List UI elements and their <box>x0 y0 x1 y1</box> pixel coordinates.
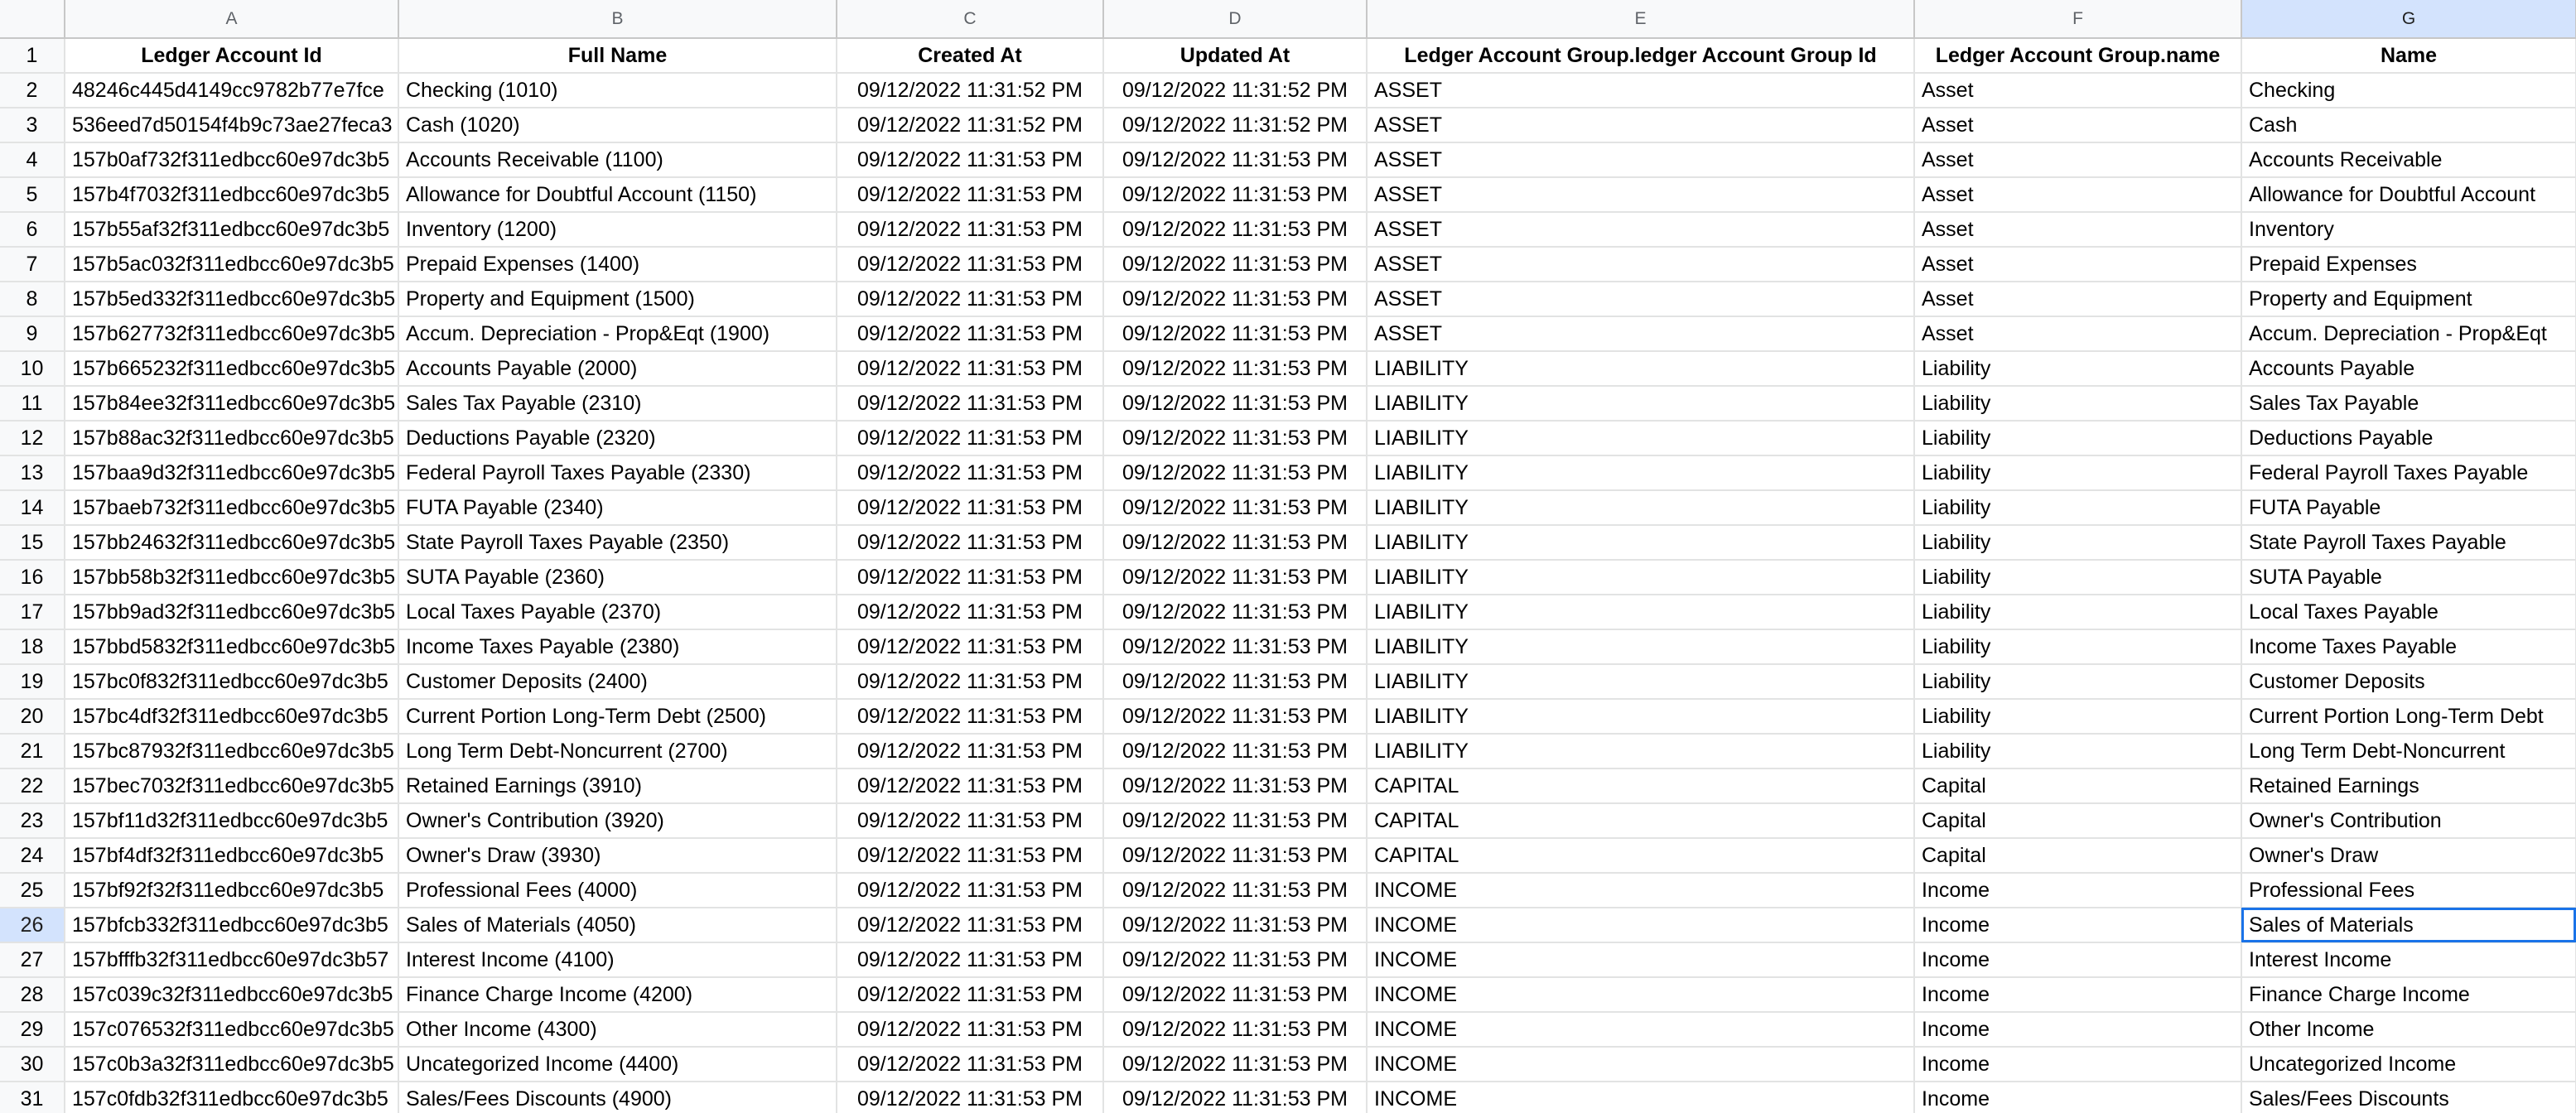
cell-group-id[interactable]: LIABILITY <box>1367 421 1914 455</box>
cell-ledger-account-id[interactable]: 157bc4df32f311edbcc60e97dc3b5 <box>65 699 398 734</box>
cell-full-name[interactable]: Other Income (4300) <box>398 1012 837 1047</box>
cell-full-name[interactable]: Interest Income (4100) <box>398 942 837 977</box>
cell-header-name[interactable]: Name <box>2241 38 2576 73</box>
cell-ledger-account-id[interactable]: 157b88ac32f311edbcc60e97dc3b5 <box>65 421 398 455</box>
cell-group-name[interactable]: Liability <box>1914 664 2241 699</box>
row-number[interactable]: 25 <box>0 873 65 908</box>
cell-full-name[interactable]: Owner's Contribution (3920) <box>398 803 837 838</box>
cell-name[interactable]: Interest Income <box>2241 942 2576 977</box>
cell-full-name[interactable]: Sales/Fees Discounts (4900) <box>398 1082 837 1113</box>
cell-ledger-account-id[interactable]: 157b4f7032f311edbcc60e97dc3b5 <box>65 177 398 212</box>
cell-group-name[interactable]: Asset <box>1914 247 2241 282</box>
cell-name[interactable]: Other Income <box>2241 1012 2576 1047</box>
cell-name[interactable]: Allowance for Doubtful Account <box>2241 177 2576 212</box>
cell-full-name[interactable]: Accounts Payable (2000) <box>398 351 837 386</box>
cell-updated-at[interactable]: 09/12/2022 11:31:53 PM <box>1103 490 1367 525</box>
row-number[interactable]: 14 <box>0 490 65 525</box>
cell-updated-at[interactable]: 09/12/2022 11:31:53 PM <box>1103 977 1367 1012</box>
cell-group-name[interactable]: Liability <box>1914 560 2241 595</box>
cell-updated-at[interactable]: 09/12/2022 11:31:53 PM <box>1103 525 1367 560</box>
cell-group-id[interactable]: INCOME <box>1367 873 1914 908</box>
cell-group-name[interactable]: Asset <box>1914 282 2241 316</box>
cell-updated-at[interactable]: 09/12/2022 11:31:53 PM <box>1103 421 1367 455</box>
cell-group-name[interactable]: Liability <box>1914 386 2241 421</box>
cell-group-id[interactable]: INCOME <box>1367 1047 1914 1082</box>
cell-ledger-account-id[interactable]: 157b84ee32f311edbcc60e97dc3b5 <box>65 386 398 421</box>
table-row <box>0 490 2576 525</box>
row-number[interactable]: 17 <box>0 595 65 629</box>
cell-updated-at[interactable]: 09/12/2022 11:31:53 PM <box>1103 1012 1367 1047</box>
row-number[interactable]: 19 <box>0 664 65 699</box>
cell-group-id[interactable]: LIABILITY <box>1367 525 1914 560</box>
cell-name[interactable]: Sales of Materials <box>2241 908 2576 942</box>
table-row <box>0 1047 2576 1082</box>
cell-group-name[interactable]: Liability <box>1914 699 2241 734</box>
cell-group-id[interactable]: CAPITAL <box>1367 768 1914 803</box>
cell-updated-at[interactable]: 09/12/2022 11:31:53 PM <box>1103 908 1367 942</box>
cell-full-name[interactable]: Accounts Receivable (1100) <box>398 142 837 177</box>
cell-full-name[interactable]: Customer Deposits (2400) <box>398 664 837 699</box>
cell-created-at[interactable]: 09/12/2022 11:31:53 PM <box>837 1047 1103 1082</box>
cell-full-name[interactable]: Professional Fees (4000) <box>398 873 837 908</box>
cell-group-name[interactable]: Liability <box>1914 455 2241 490</box>
column-header-a[interactable]: A <box>65 0 398 38</box>
cell-name[interactable]: Cash <box>2241 108 2576 142</box>
cell-created-at[interactable]: 09/12/2022 11:31:53 PM <box>837 908 1103 942</box>
column-header-row <box>0 0 2576 38</box>
cell-name[interactable]: Income Taxes Payable <box>2241 629 2576 664</box>
cell-updated-at[interactable]: 09/12/2022 11:31:53 PM <box>1103 316 1367 351</box>
cell-full-name[interactable]: Deductions Payable (2320) <box>398 421 837 455</box>
cell-full-name[interactable]: Sales of Materials (4050) <box>398 908 837 942</box>
cell-group-id[interactable]: LIABILITY <box>1367 699 1914 734</box>
table-row <box>0 873 2576 908</box>
cell-name[interactable]: Owner's Draw <box>2241 838 2576 873</box>
cell-full-name[interactable]: Accum. Depreciation - Prop&Eqt (1900) <box>398 316 837 351</box>
cell-name[interactable]: Accounts Payable <box>2241 351 2576 386</box>
cell-updated-at[interactable]: 09/12/2022 11:31:53 PM <box>1103 699 1367 734</box>
cell-group-id[interactable]: ASSET <box>1367 212 1914 247</box>
table-row <box>0 142 2576 177</box>
cell-name[interactable]: Owner's Contribution <box>2241 803 2576 838</box>
cell-ledger-account-id[interactable]: 157bc0f832f311edbcc60e97dc3b5 <box>65 664 398 699</box>
cell-ledger-account-id[interactable]: 157bb58b32f311edbcc60e97dc3b5 <box>65 560 398 595</box>
cell-created-at[interactable]: 09/12/2022 11:31:53 PM <box>837 629 1103 664</box>
row-number[interactable]: 23 <box>0 803 65 838</box>
cell-updated-at[interactable]: 09/12/2022 11:31:52 PM <box>1103 108 1367 142</box>
cell-name[interactable]: Federal Payroll Taxes Payable <box>2241 455 2576 490</box>
cell-group-name[interactable]: Asset <box>1914 316 2241 351</box>
cell-updated-at[interactable]: 09/12/2022 11:31:53 PM <box>1103 768 1367 803</box>
cell-name[interactable]: FUTA Payable <box>2241 490 2576 525</box>
cell-group-name[interactable]: Income <box>1914 1047 2241 1082</box>
cell-group-name[interactable]: Liability <box>1914 421 2241 455</box>
cell-created-at[interactable]: 09/12/2022 11:31:53 PM <box>837 664 1103 699</box>
cell-group-id[interactable]: ASSET <box>1367 108 1914 142</box>
cell-ledger-account-id[interactable]: 157b5ac032f311edbcc60e97dc3b5 <box>65 247 398 282</box>
cell-created-at[interactable]: 09/12/2022 11:31:53 PM <box>837 212 1103 247</box>
cell-full-name[interactable]: Prepaid Expenses (1400) <box>398 247 837 282</box>
column-header-f[interactable]: F <box>1914 0 2241 38</box>
cell-ledger-account-id[interactable]: 157bb9ad32f311edbcc60e97dc3b5 <box>65 595 398 629</box>
cell-created-at[interactable]: 09/12/2022 11:31:53 PM <box>837 386 1103 421</box>
select-all-corner[interactable] <box>0 0 65 38</box>
cell-group-id[interactable]: LIABILITY <box>1367 490 1914 525</box>
cell-group-id[interactable]: LIABILITY <box>1367 734 1914 768</box>
cell-group-id[interactable]: LIABILITY <box>1367 351 1914 386</box>
row-number[interactable]: 31 <box>0 1082 65 1113</box>
cell-ledger-account-id[interactable]: 157bf4df32f311edbcc60e97dc3b5 <box>65 838 398 873</box>
column-header-g[interactable]: G <box>2241 0 2576 38</box>
cell-created-at[interactable]: 09/12/2022 11:31:53 PM <box>837 942 1103 977</box>
row-number[interactable]: 5 <box>0 177 65 212</box>
row-number[interactable]: 9 <box>0 316 65 351</box>
cell-ledger-account-id[interactable]: 157b627732f311edbcc60e97dc3b5 <box>65 316 398 351</box>
cell-created-at[interactable]: 09/12/2022 11:31:53 PM <box>837 838 1103 873</box>
cell-header-created-at[interactable]: Created At <box>837 38 1103 73</box>
cell-group-name[interactable]: Income <box>1914 873 2241 908</box>
cell-updated-at[interactable]: 09/12/2022 11:31:53 PM <box>1103 282 1367 316</box>
cell-full-name[interactable]: Federal Payroll Taxes Payable (2330) <box>398 455 837 490</box>
cell-name[interactable]: Local Taxes Payable <box>2241 595 2576 629</box>
cell-updated-at[interactable]: 09/12/2022 11:31:53 PM <box>1103 247 1367 282</box>
cell-created-at[interactable]: 09/12/2022 11:31:53 PM <box>837 142 1103 177</box>
cell-group-name[interactable]: Income <box>1914 1082 2241 1113</box>
cell-group-name[interactable]: Income <box>1914 942 2241 977</box>
cell-group-id[interactable]: LIABILITY <box>1367 664 1914 699</box>
cell-ledger-account-id[interactable]: 157baa9d32f311edbcc60e97dc3b5 <box>65 455 398 490</box>
row-number[interactable]: 2 <box>0 73 65 108</box>
table-row <box>0 351 2576 386</box>
row-number[interactable]: 1 <box>0 38 65 73</box>
row-number[interactable]: 15 <box>0 525 65 560</box>
cell-name[interactable]: Accum. Depreciation - Prop&Eqt <box>2241 316 2576 351</box>
cell-full-name[interactable]: Income Taxes Payable (2380) <box>398 629 837 664</box>
cell-updated-at[interactable]: 09/12/2022 11:31:53 PM <box>1103 838 1367 873</box>
row-number[interactable]: 26 <box>0 908 65 942</box>
cell-created-at[interactable]: 09/12/2022 11:31:53 PM <box>837 1082 1103 1113</box>
table-row <box>0 908 2576 942</box>
table-row <box>0 629 2576 664</box>
cell-created-at[interactable]: 09/12/2022 11:31:53 PM <box>837 768 1103 803</box>
cell-name[interactable]: Retained Earnings <box>2241 768 2576 803</box>
row-number[interactable]: 12 <box>0 421 65 455</box>
cell-ledger-account-id[interactable]: 157c0b3a32f311edbcc60e97dc3b5 <box>65 1047 398 1082</box>
cell-ledger-account-id[interactable]: 157bb24632f311edbcc60e97dc3b5 <box>65 525 398 560</box>
cell-group-id[interactable]: LIABILITY <box>1367 560 1914 595</box>
cell-name[interactable]: Accounts Receivable <box>2241 142 2576 177</box>
table-row <box>0 560 2576 595</box>
row-number[interactable]: 3 <box>0 108 65 142</box>
cell-full-name[interactable]: Cash (1020) <box>398 108 837 142</box>
column-header-d[interactable]: D <box>1103 0 1367 38</box>
cell-created-at[interactable]: 09/12/2022 11:31:53 PM <box>837 316 1103 351</box>
cell-created-at[interactable]: 09/12/2022 11:31:53 PM <box>837 803 1103 838</box>
table-row <box>0 1082 2576 1113</box>
cell-header-updated-at[interactable]: Updated At <box>1103 38 1367 73</box>
table-row <box>0 177 2576 212</box>
cell-updated-at[interactable]: 09/12/2022 11:31:53 PM <box>1103 942 1367 977</box>
cell-updated-at[interactable]: 09/12/2022 11:31:53 PM <box>1103 664 1367 699</box>
cell-created-at[interactable]: 09/12/2022 11:31:53 PM <box>837 595 1103 629</box>
row-number[interactable]: 24 <box>0 838 65 873</box>
cell-group-id[interactable]: ASSET <box>1367 247 1914 282</box>
cell-group-id[interactable]: CAPITAL <box>1367 838 1914 873</box>
cell-created-at[interactable]: 09/12/2022 11:31:53 PM <box>837 873 1103 908</box>
cell-group-id[interactable]: CAPITAL <box>1367 803 1914 838</box>
row-number[interactable]: 13 <box>0 455 65 490</box>
cell-group-id[interactable]: ASSET <box>1367 177 1914 212</box>
cell-group-name[interactable]: Liability <box>1914 351 2241 386</box>
cell-updated-at[interactable]: 09/12/2022 11:31:53 PM <box>1103 212 1367 247</box>
cell-full-name[interactable]: Allowance for Doubtful Account (1150) <box>398 177 837 212</box>
cell-updated-at[interactable]: 09/12/2022 11:31:53 PM <box>1103 595 1367 629</box>
cell-updated-at[interactable]: 09/12/2022 11:31:53 PM <box>1103 1082 1367 1113</box>
cell-name[interactable]: Sales Tax Payable <box>2241 386 2576 421</box>
cell-group-name[interactable]: Asset <box>1914 212 2241 247</box>
cell-created-at[interactable]: 09/12/2022 11:31:53 PM <box>837 560 1103 595</box>
cell-group-id[interactable]: INCOME <box>1367 1012 1914 1047</box>
row-number[interactable]: 10 <box>0 351 65 386</box>
row-number[interactable]: 28 <box>0 977 65 1012</box>
table-row <box>0 977 2576 1012</box>
table-row <box>0 734 2576 768</box>
cell-group-name[interactable]: Capital <box>1914 803 2241 838</box>
cell-group-id[interactable]: INCOME <box>1367 1082 1914 1113</box>
table-row <box>0 455 2576 490</box>
cell-group-id[interactable]: LIABILITY <box>1367 386 1914 421</box>
cell-name[interactable]: Uncategorized Income <box>2241 1047 2576 1082</box>
table-row <box>0 595 2576 629</box>
cell-full-name[interactable]: Retained Earnings (3910) <box>398 768 837 803</box>
table-row <box>0 212 2576 247</box>
column-header-b[interactable]: B <box>398 0 837 38</box>
row-number[interactable]: 6 <box>0 212 65 247</box>
cell-created-at[interactable]: 09/12/2022 11:31:53 PM <box>837 351 1103 386</box>
cell-group-name[interactable]: Asset <box>1914 73 2241 108</box>
row-number[interactable]: 11 <box>0 386 65 421</box>
cell-group-name[interactable]: Capital <box>1914 838 2241 873</box>
cell-full-name[interactable]: Inventory (1200) <box>398 212 837 247</box>
cell-group-id[interactable]: ASSET <box>1367 73 1914 108</box>
cell-group-id[interactable]: INCOME <box>1367 942 1914 977</box>
cell-ledger-account-id[interactable]: 48246c445d4149cc9782b77e7fce <box>65 73 398 108</box>
cell-name[interactable]: Property and Equipment <box>2241 282 2576 316</box>
cell-group-name[interactable]: Liability <box>1914 734 2241 768</box>
cell-group-id[interactable]: ASSET <box>1367 316 1914 351</box>
cell-group-id[interactable]: INCOME <box>1367 977 1914 1012</box>
row-number[interactable]: 4 <box>0 142 65 177</box>
table-row <box>0 386 2576 421</box>
cell-name[interactable]: Finance Charge Income <box>2241 977 2576 1012</box>
cell-ledger-account-id[interactable]: 157bec7032f311edbcc60e97dc3b5 <box>65 768 398 803</box>
cell-updated-at[interactable]: 09/12/2022 11:31:53 PM <box>1103 1047 1367 1082</box>
cell-full-name[interactable]: Long Term Debt-Noncurrent (2700) <box>398 734 837 768</box>
cell-ledger-account-id[interactable]: 157b665232f311edbcc60e97dc3b5 <box>65 351 398 386</box>
cell-group-name[interactable]: Income <box>1914 1012 2241 1047</box>
cell-ledger-account-id[interactable]: 157bbd5832f311edbcc60e97dc3b5 <box>65 629 398 664</box>
cell-name[interactable]: Customer Deposits <box>2241 664 2576 699</box>
row-number[interactable]: 8 <box>0 282 65 316</box>
cell-header-group-id[interactable]: Ledger Account Group.ledger Account Group Id <box>1367 38 1914 73</box>
cell-updated-at[interactable]: 09/12/2022 11:31:53 PM <box>1103 455 1367 490</box>
row-number[interactable]: 27 <box>0 942 65 977</box>
table-row <box>0 664 2576 699</box>
row-number[interactable]: 20 <box>0 699 65 734</box>
cell-full-name[interactable]: FUTA Payable (2340) <box>398 490 837 525</box>
cell-updated-at[interactable]: 09/12/2022 11:31:53 PM <box>1103 629 1367 664</box>
cell-header-group-name[interactable]: Ledger Account Group.name <box>1914 38 2241 73</box>
cell-updated-at[interactable]: 09/12/2022 11:31:52 PM <box>1103 73 1367 108</box>
table-row <box>0 838 2576 873</box>
cell-full-name[interactable]: Sales Tax Payable (2310) <box>398 386 837 421</box>
cell-name[interactable]: SUTA Payable <box>2241 560 2576 595</box>
cell-ledger-account-id[interactable]: 157baeb732f311edbcc60e97dc3b5 <box>65 490 398 525</box>
cell-group-id[interactable]: INCOME <box>1367 908 1914 942</box>
row-number[interactable]: 16 <box>0 560 65 595</box>
cell-created-at[interactable]: 09/12/2022 11:31:52 PM <box>837 108 1103 142</box>
cell-updated-at[interactable]: 09/12/2022 11:31:53 PM <box>1103 142 1367 177</box>
cell-ledger-account-id[interactable]: 157c076532f311edbcc60e97dc3b5 <box>65 1012 398 1047</box>
cell-ledger-account-id[interactable]: 157b0af732f311edbcc60e97dc3b5 <box>65 142 398 177</box>
cell-full-name[interactable]: Owner's Draw (3930) <box>398 838 837 873</box>
cell-created-at[interactable]: 09/12/2022 11:31:53 PM <box>837 1012 1103 1047</box>
cell-full-name[interactable]: Local Taxes Payable (2370) <box>398 595 837 629</box>
cell-ledger-account-id[interactable]: 157bf11d32f311edbcc60e97dc3b5 <box>65 803 398 838</box>
cell-updated-at[interactable]: 09/12/2022 11:31:53 PM <box>1103 803 1367 838</box>
table-row <box>0 108 2576 142</box>
cell-name[interactable]: Sales/Fees Discounts <box>2241 1082 2576 1113</box>
cell-full-name[interactable]: Current Portion Long-Term Debt (2500) <box>398 699 837 734</box>
row-number[interactable]: 7 <box>0 247 65 282</box>
cell-group-name[interactable]: Liability <box>1914 629 2241 664</box>
cell-header-ledger-account-id[interactable]: Ledger Account Id <box>65 38 398 73</box>
cell-full-name[interactable]: Finance Charge Income (4200) <box>398 977 837 1012</box>
cell-group-name[interactable]: Income <box>1914 977 2241 1012</box>
cell-full-name[interactable]: Uncategorized Income (4400) <box>398 1047 837 1082</box>
cell-name[interactable]: Inventory <box>2241 212 2576 247</box>
cell-ledger-account-id[interactable]: 157bf92f32f311edbcc60e97dc3b5 <box>65 873 398 908</box>
row-number[interactable]: 22 <box>0 768 65 803</box>
cell-group-name[interactable]: Liability <box>1914 490 2241 525</box>
table-row <box>0 942 2576 977</box>
cell-created-at[interactable]: 09/12/2022 11:31:53 PM <box>837 490 1103 525</box>
cell-created-at[interactable]: 09/12/2022 11:31:53 PM <box>837 525 1103 560</box>
table-row <box>0 768 2576 803</box>
cell-updated-at[interactable]: 09/12/2022 11:31:53 PM <box>1103 351 1367 386</box>
cell-updated-at[interactable]: 09/12/2022 11:31:53 PM <box>1103 873 1367 908</box>
cell-ledger-account-id[interactable]: 157c0fdb32f311edbcc60e97dc3b5 <box>65 1082 398 1113</box>
cell-created-at[interactable]: 09/12/2022 11:31:53 PM <box>837 734 1103 768</box>
cell-group-name[interactable]: Income <box>1914 908 2241 942</box>
table-row <box>0 803 2576 838</box>
cell-group-id[interactable]: LIABILITY <box>1367 455 1914 490</box>
row-number[interactable]: 21 <box>0 734 65 768</box>
cell-updated-at[interactable]: 09/12/2022 11:31:53 PM <box>1103 386 1367 421</box>
cell-created-at[interactable]: 09/12/2022 11:31:53 PM <box>837 977 1103 1012</box>
table-row <box>0 421 2576 455</box>
cell-group-name[interactable]: Asset <box>1914 108 2241 142</box>
cell-group-name[interactable]: Liability <box>1914 595 2241 629</box>
cell-name[interactable]: Professional Fees <box>2241 873 2576 908</box>
table-row <box>0 1012 2576 1047</box>
cell-full-name[interactable]: SUTA Payable (2360) <box>398 560 837 595</box>
table-row <box>0 316 2576 351</box>
table-row <box>0 73 2576 108</box>
cell-name[interactable]: Deductions Payable <box>2241 421 2576 455</box>
cell-group-name[interactable]: Liability <box>1914 525 2241 560</box>
column-header-c[interactable]: C <box>837 0 1103 38</box>
cell-created-at[interactable]: 09/12/2022 11:31:52 PM <box>837 73 1103 108</box>
cell-group-id[interactable]: LIABILITY <box>1367 629 1914 664</box>
cell-created-at[interactable]: 09/12/2022 11:31:53 PM <box>837 421 1103 455</box>
table-row <box>0 525 2576 560</box>
cell-created-at[interactable]: 09/12/2022 11:31:53 PM <box>837 247 1103 282</box>
cell-full-name[interactable]: Checking (1010) <box>398 73 837 108</box>
row-number[interactable]: 30 <box>0 1047 65 1082</box>
cell-group-name[interactable]: Capital <box>1914 768 2241 803</box>
cell-group-name[interactable]: Asset <box>1914 177 2241 212</box>
header-data-row <box>0 38 2576 73</box>
cell-updated-at[interactable]: 09/12/2022 11:31:53 PM <box>1103 177 1367 212</box>
table-row <box>0 282 2576 316</box>
cell-header-full-name[interactable]: Full Name <box>398 38 837 73</box>
cell-ledger-account-id[interactable]: 157bfcb332f311edbcc60e97dc3b5 <box>65 908 398 942</box>
cell-group-name[interactable]: Asset <box>1914 142 2241 177</box>
column-header-e[interactable]: E <box>1367 0 1914 38</box>
cell-group-id[interactable]: LIABILITY <box>1367 595 1914 629</box>
table-row <box>0 247 2576 282</box>
cell-ledger-account-id[interactable]: 157b5ed332f311edbcc60e97dc3b5 <box>65 282 398 316</box>
cell-created-at[interactable]: 09/12/2022 11:31:53 PM <box>837 455 1103 490</box>
cell-group-id[interactable]: ASSET <box>1367 142 1914 177</box>
cell-created-at[interactable]: 09/12/2022 11:31:53 PM <box>837 177 1103 212</box>
cell-created-at[interactable]: 09/12/2022 11:31:53 PM <box>837 282 1103 316</box>
row-number[interactable]: 29 <box>0 1012 65 1047</box>
cell-name[interactable]: Prepaid Expenses <box>2241 247 2576 282</box>
cell-name[interactable]: State Payroll Taxes Payable <box>2241 525 2576 560</box>
cell-name[interactable]: Current Portion Long-Term Debt <box>2241 699 2576 734</box>
cell-ledger-account-id[interactable]: 157bc87932f311edbcc60e97dc3b5 <box>65 734 398 768</box>
cell-updated-at[interactable]: 09/12/2022 11:31:53 PM <box>1103 560 1367 595</box>
cell-full-name[interactable]: State Payroll Taxes Payable (2350) <box>398 525 837 560</box>
cell-ledger-account-id[interactable]: 157b55af32f311edbcc60e97dc3b5 <box>65 212 398 247</box>
row-number[interactable]: 18 <box>0 629 65 664</box>
cell-name[interactable]: Checking <box>2241 73 2576 108</box>
table-row <box>0 699 2576 734</box>
cell-full-name[interactable]: Property and Equipment (1500) <box>398 282 837 316</box>
cell-updated-at[interactable]: 09/12/2022 11:31:53 PM <box>1103 734 1367 768</box>
cell-group-id[interactable]: ASSET <box>1367 282 1914 316</box>
cell-created-at[interactable]: 09/12/2022 11:31:53 PM <box>837 699 1103 734</box>
cell-ledger-account-id[interactable]: 536eed7d50154f4b9c73ae27feca3 <box>65 108 398 142</box>
cell-ledger-account-id[interactable]: 157bfffb32f311edbcc60e97dc3b57 <box>65 942 398 977</box>
cell-ledger-account-id[interactable]: 157c039c32f311edbcc60e97dc3b5 <box>65 977 398 1012</box>
cell-name[interactable]: Long Term Debt-Noncurrent <box>2241 734 2576 768</box>
